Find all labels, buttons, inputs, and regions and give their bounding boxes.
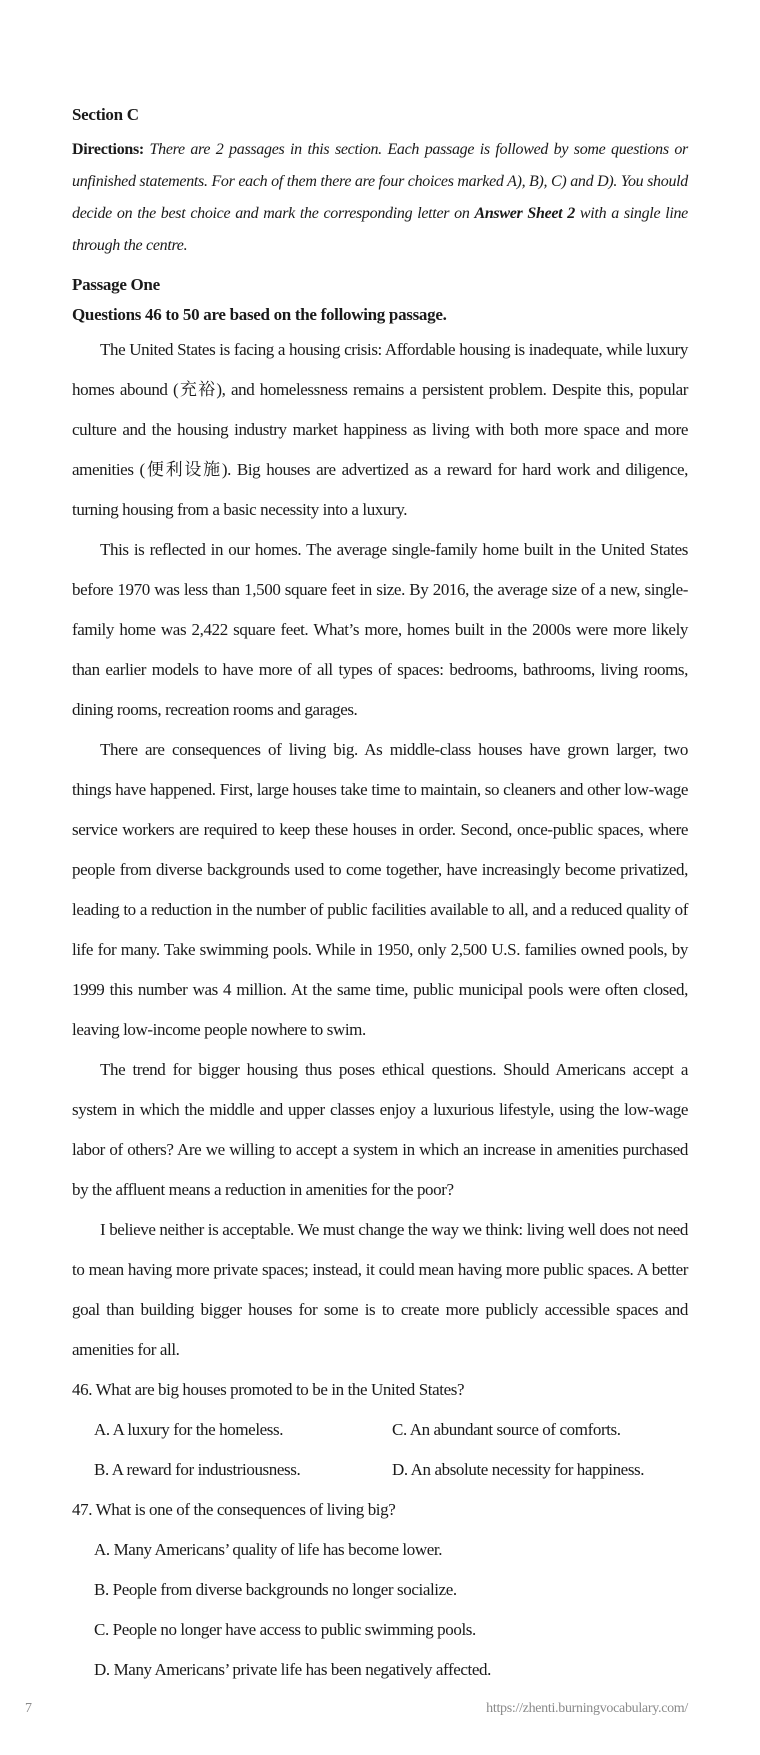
question-46 — [72, 1370, 688, 1490]
question-text: 46. What are big houses promoted to be in the United States? — [72, 1380, 465, 1399]
option-d: D. An absolute necessity for happiness. — [392, 1460, 645, 1479]
passage-title: Passage One — [72, 275, 160, 294]
option-c: C. An abundant source of comforts. — [392, 1420, 621, 1439]
passage-subtitle: Questions 46 to 50 are based on the following passage. — [72, 305, 447, 324]
question-options — [72, 1410, 688, 1490]
passage-paragraph: I believe neither is acceptable. We must change the way we think: living well does not need to mean having more private spaces; instead, it could mean having more public spaces. A better goal than building bigger houses for some is to create more publicly accessible spaces and amenities for all. — [72, 1220, 688, 1359]
option-c: C. People no longer have access to public swimming pools. — [94, 1620, 476, 1639]
option-d: D. Many Americans’ private life has been negatively affected. — [94, 1660, 491, 1679]
option-b: B. A reward for industriousness. — [94, 1460, 301, 1479]
passage-paragraph: The United States is facing a housing crisis: Affordable housing is inadequate, while luxury homes abound (充裕), and homelessness remains a persistent problem. Despite this, popular culture and the housing industry market happiness as living with both more space and more amenities (便利设施). Big houses are advertized as a reward for hard work and diligence, turning housing from a basic necessity into a luxury. — [72, 340, 688, 519]
passage-paragraph: This is reflected in our homes. The average single-family home built in the United States before 1970 was less than 1,500 square feet in size. By 2016, the average size of a new, single-family home was 2,422 square feet. What’s more, homes built in the 2000s were more likely than earlier models to have more of all types of spaces: bedrooms, bathrooms, living rooms, dining rooms, recreation rooms and garages. — [72, 540, 688, 719]
option-a: A. A luxury for the homeless. — [94, 1420, 284, 1439]
option-a: A. Many Americans’ quality of life has become lower. — [94, 1540, 443, 1559]
question-options — [72, 1530, 688, 1690]
question-text: 47. What is one of the consequences of living big? — [72, 1500, 396, 1519]
question-47 — [72, 1490, 688, 1690]
document-page — [72, 104, 688, 1690]
directions-label: Directions: — [72, 141, 144, 158]
option-b: B. People from diverse backgrounds no longer socialize. — [94, 1580, 457, 1599]
passage-body — [72, 330, 688, 1370]
footer-url[interactable]: https://zhenti.burningvocabulary.com/ — [486, 1701, 688, 1716]
directions-answer-sheet: Answer Sheet 2 — [474, 205, 575, 222]
directions-text-2: with a single line through the centre. — [72, 205, 688, 254]
page-number: 7 — [25, 1701, 32, 1716]
directions-text-1: There are 2 passages in this section. Each passage is followed by some questions or unfinished statements. For each of them there are four choices marked A), B), C) and D). You should decide on the best choice and mark the corresponding letter on — [72, 141, 688, 222]
passage-paragraph: The trend for bigger housing thus poses ethical questions. Should Americans accept a system in which the middle and upper classes enjoy a luxurious lifestyle, using the low-wage labor of others? Are we willing to accept a system in which an increase in amenities purchased by the affluent means a reduction in amenities for the poor? — [72, 1060, 688, 1199]
directions — [72, 134, 688, 262]
section-title: Section C — [72, 105, 139, 124]
passage-paragraph: There are consequences of living big. As middle-class houses have grown larger, two things have happened. First, large houses take time to maintain, so cleaners and other low-wage service workers are required to keep these houses in order. Second, once-public spaces, where people from diverse backgrounds used to come together, have increasingly become privatized, leading to a reduction in the number of public facilities available to all, and a reduced quality of life for many. Take swimming pools. While in 1950, only 2,500 U.S. families owned pools, by 1999 this number was 4 million. At the same time, public municipal pools were often closed, leaving low-income people nowhere to swim. — [72, 740, 688, 1039]
